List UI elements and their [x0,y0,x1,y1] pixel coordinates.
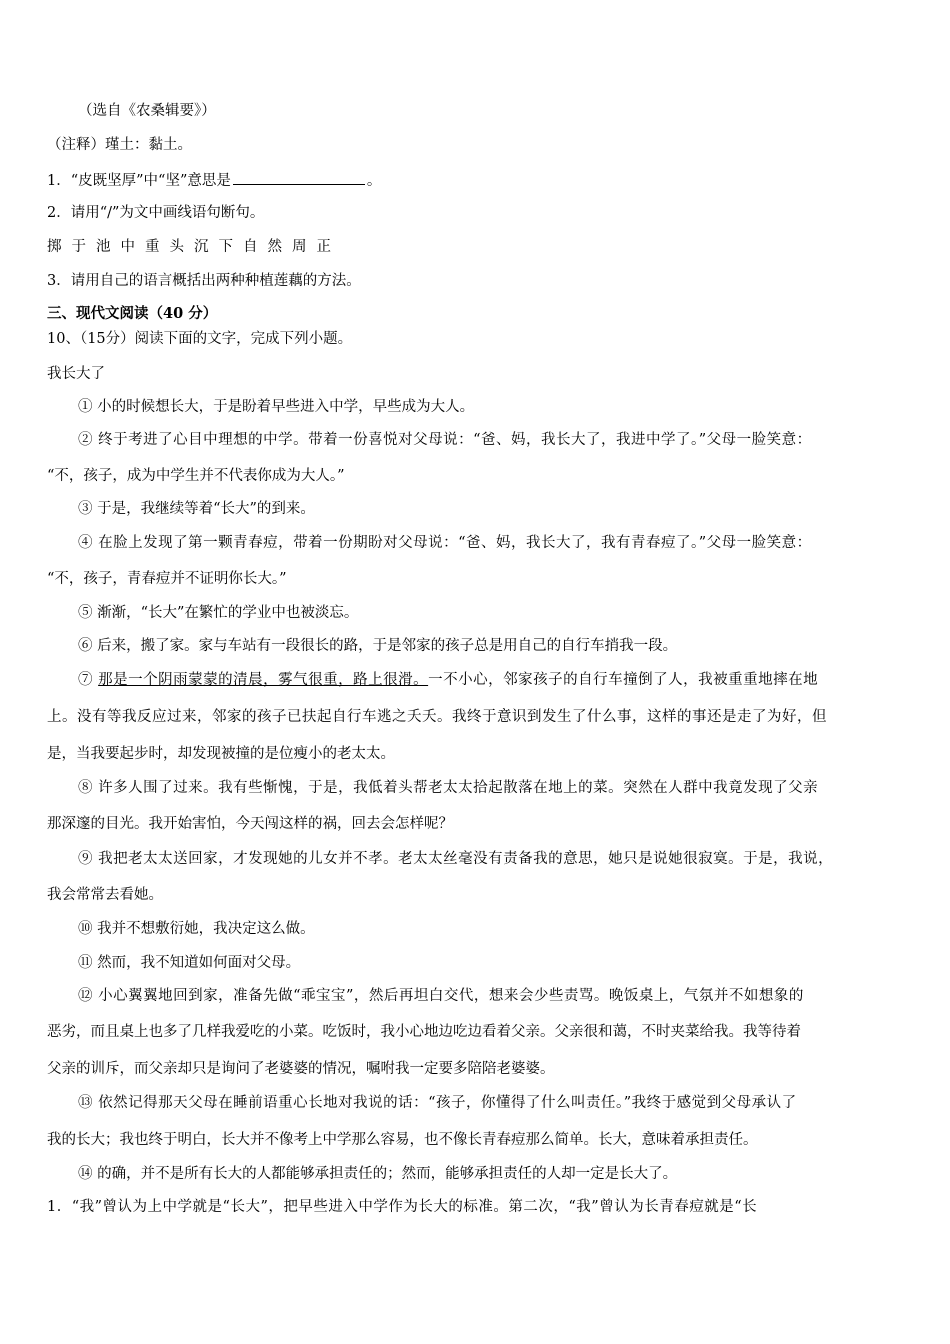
paragraph-3: ③ 于是，我继续等着“长大”的到来。 [78,501,315,517]
paragraph-9-line-1: ⑨ 我把老太太送回家，才发现她的儿女并不孝。老太太丝毫没有责备我的意思，她只是说她很寂寞。于是，我说， [78,851,834,867]
underlined-sentence: 那是一个阴雨蒙蒙的清晨，雾气很重，路上很滑。 [98,672,429,688]
paragraph-12-line-2: 恶劣，而且桌上也多了几样我爱吃的小菜。吃饭时，我小心地边吃边看着父亲。父亲很和蔼，不时夹菜给我。我等待着 [47,1024,801,1040]
question-1-text: 1．“皮既坚厚”中“坚”意思是 [47,173,231,189]
paragraph-7-number: ⑦ [78,672,99,688]
paragraph-9-line-2: 我会常常去看她。 [47,887,163,903]
paragraph-11: ⑪ 然而，我不知道如何面对父母。 [78,955,301,971]
question-10: 10、（15分）阅读下面的文字，完成下列小题。 [47,331,353,347]
paragraph-7-rest: 一不小心，邻家孩子的自行车撞倒了人，我被重重地摔在地 [428,672,819,688]
section-title: 三、现代文阅读（40 分） [47,305,218,322]
paragraph-12-line-1: ⑫ 小心翼翼地回到家，准备先做“乖宝宝”，然后再坦白交代，想来会少些责骂。晚饭桌上，气氛并不如想象的 [78,988,804,1004]
answer-blank [233,170,365,185]
paragraph-2-line-2: “不，孩子，成为中学生并不代表你成为大人。” [47,468,345,484]
paragraph-4-line-2: “不，孩子，青春痘并不证明你长大。” [47,571,287,587]
paragraph-4-line-1: ④ 在脸上发现了第一颗青春痘，带着一份期盼对父母说：“爸、妈，我长大了，我有青春痘了。”父母一脸笑意： [78,535,812,551]
story-title: 我长大了 [47,366,105,382]
paragraph-12-line-3: 父亲的训斥，而父亲却只是询问了老婆婆的情况，嘱咐我一定要多陪陪老婆婆。 [47,1061,555,1077]
paragraph-10: ⑩ 我并不想敷衍她，我决定这么做。 [78,921,315,937]
note: （注释）瑾土：黏土。 [47,137,192,153]
paragraph-7-line-2: 上。没有等我反应过来，邻家的孩子已扶起自行车逃之夭夭。我终于意识到发生了什么事，这样的事还是走了为好，但 [47,709,827,725]
paragraph-13-line-2: 我的长大；我也终于明白，长大并不像考上中学那么容易，也不像长青春痘那么简单。长大，意味着承担责任。 [47,1132,758,1148]
paragraph-8-line-1: ⑧ 许多人围了过来。我有些惭愧，于是，我低着头帮老太太拾起散落在地上的菜。突然在人群中我竟发现了父亲 [78,780,819,796]
question-1 [47,170,381,191]
final-question: 1．“我”曾认为上中学就是“长大”，把早些进入中学作为长大的标准。第二次，“我”曾认为长青春痘就是“长 [47,1199,758,1215]
paragraph-6: ⑥ 后来，搬了家。家与车站有一段很长的路，于是邻家的孩子总是用自己的自行车捎我一段。 [78,638,678,654]
question-1-suffix: 。 [366,173,382,189]
paragraph-7-line-1 [78,670,818,690]
paragraph-7-line-3: 是，当我要起步时，却发现被撞的是位瘦小的老太太。 [47,746,395,762]
paragraph-8-line-2: 那深邃的目光。我开始害怕，今天闯这样的祸，回去会怎样呢？ [47,816,453,832]
paragraph-2-line-1: ② 终于考进了心目中理想的中学。带着一份喜悦对父母说：“爸、妈，我长大了，我进中学了。”父母一脸笑意： [78,432,812,448]
paragraph-14: ⑭ 的确，并不是所有长大的人都能够承担责任的；然而，能够承担责任的人却一定是长大了。 [78,1166,678,1182]
source-line: （选自《农桑辑要》） [78,103,216,119]
question-2-sentence: 掷于池中重头沉下自然周正 [47,239,341,255]
paragraph-5: ⑤ 渐渐，“长大”在繁忙的学业中也被淡忘。 [78,605,359,621]
paragraph-1: ① 小的时候想长大，于是盼着早些进入中学，早些成为大人。 [78,399,475,415]
question-3: 3．请用自己的语言概括出两种种植莲藕的方法。 [47,273,361,289]
question-2: 2．请用“/”为文中画线语句断句。 [47,205,265,221]
paragraph-13-line-1: ⑬ 依然记得那天父母在睡前语重心长地对我说的话：“孩子，你懂得了什么叫责任。”我终于感觉到父母承认了 [78,1095,797,1111]
